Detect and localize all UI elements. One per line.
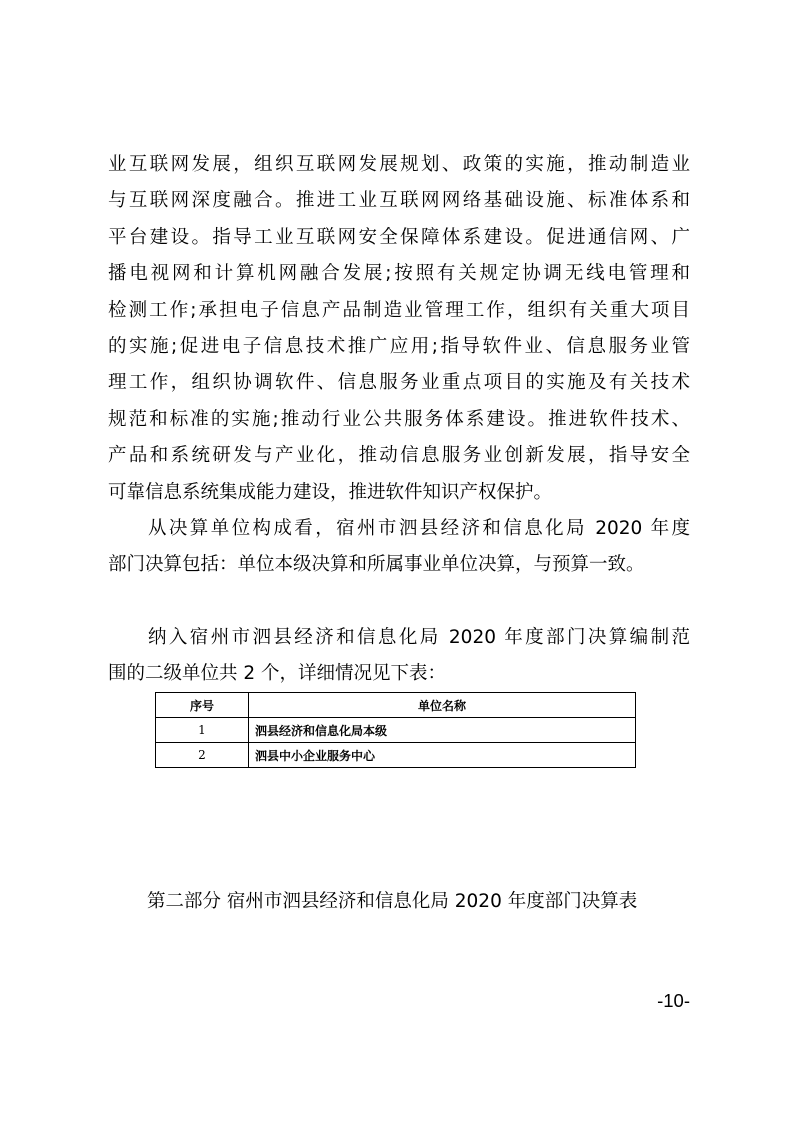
text-line: 的实施;促进电子信息技术推广应用;指导软件业、信息服务业管	[108, 335, 690, 357]
row-index: 1	[156, 718, 249, 743]
table-row	[156, 743, 636, 768]
text-line: 围的二级单位共 2 个，详细情况见下表：	[108, 663, 447, 685]
text-line: 检测工作;承担电子信息产品制造业管理工作，组织有关重大项目	[108, 299, 690, 321]
section-title: 第二部分 宿州市泗县经济和信息化局 2020 年度部门决算表	[147, 891, 638, 912]
scope-paragraph	[108, 620, 690, 693]
units-table	[155, 692, 636, 768]
text-line: 规范和标准的实施;推动行业公共服务体系建设。推进软件技术、	[108, 408, 690, 430]
row-index: 2	[156, 743, 249, 768]
composition-paragraph	[108, 511, 690, 584]
table-row	[156, 718, 636, 743]
header-index: 序号	[156, 693, 249, 718]
row-unit-name: 泗县中小企业服务中心	[249, 743, 636, 768]
text-line: 业互联网发展，组织互联网发展规划、政策的实施，推动制造业	[108, 154, 690, 175]
page-number: -10-	[657, 990, 690, 1011]
header-unit-name: 单位名称	[249, 693, 636, 718]
row-unit-name: 泗县经济和信息化局本级	[249, 718, 636, 743]
text-line: 理工作，组织协调软件、信息服务业重点项目的实施及有关技术	[108, 372, 690, 394]
table-header-row	[156, 693, 636, 718]
body-paragraph	[108, 147, 690, 511]
text-line: 部门决算包括：单位本级决算和所属事业单位决算，与预算一致。	[108, 554, 645, 576]
text-line: 从决算单位构成看，宿州市泗县经济和信息化局 2020 年度	[148, 518, 690, 539]
text-line: 与互联网深度融合。推进工业互联网网络基础设施、标准体系和	[108, 190, 690, 212]
text-line: 可靠信息系统集成能力建设，推进软件知识产权保护。	[108, 481, 553, 503]
text-line: 纳入宿州市泗县经济和信息化局 2020 年度部门决算编制范	[148, 627, 690, 648]
text-line: 播电视网和计算机网融合发展;按照有关规定协调无线电管理和	[108, 263, 690, 285]
text-line: 产品和系统研发与产业化，推动信息服务业创新发展，指导安全	[108, 445, 690, 467]
text-line: 平台建设。指导工业互联网安全保障体系建设。促进通信网、广	[108, 226, 690, 248]
